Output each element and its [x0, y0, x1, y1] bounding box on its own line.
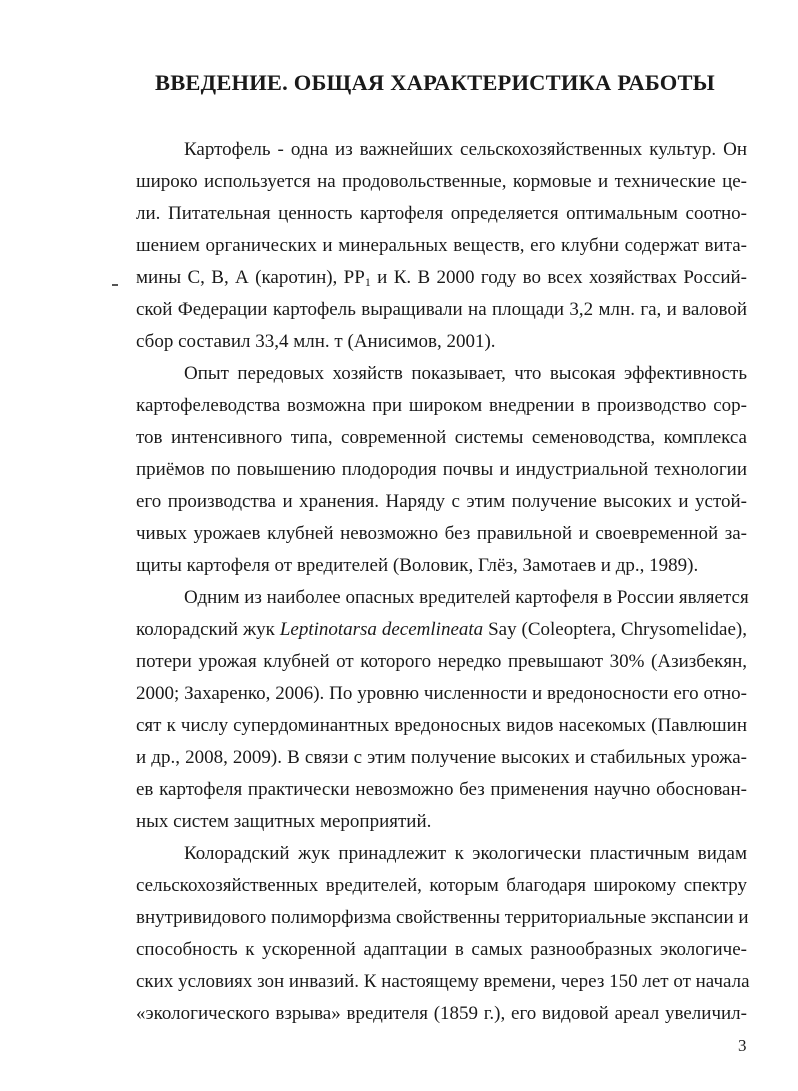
paragraph-line: 2000; Захаренко, 2006). По уровню численности и вредоносности его отно- [136, 683, 747, 704]
page-title: ВВЕДЕНИЕ. ОБЩАЯ ХАРАКТЕРИСТИКА РАБОТЫ [155, 70, 715, 95]
paragraph-line: сбор составил 33,4 млн. т (Анисимов, 2001). [136, 331, 496, 352]
paragraph-line: широко используется на продовольственные, кормовые и технические це- [136, 171, 747, 192]
paragraph-line: щиты картофеля от вредителей (Воловик, Глёз, Замотаев и др., 1989). [136, 555, 699, 576]
paragraph-line: мины С, В, А (каротин), $РР_1$ и К. В 2000 году во всех хозяйствах Россий- [136, 267, 747, 289]
paragraph-line: ли. Питательная ценность картофеля определяется оптимальным соотно- [136, 203, 747, 224]
margin-mark [112, 284, 118, 286]
paragraph-line: тов интенсивного типа, современной системы семеноводства, комплекса [136, 427, 747, 448]
paragraph-line: шением органических и минеральных веществ, его клубни содержат вита- [136, 235, 747, 256]
paragraph-line: Картофель - одна из важнейших сельскохозяйственных культур. Он [184, 139, 747, 160]
species-name: Leptinotarsa decemlineata [279, 619, 484, 640]
paragraph-line: потери урожая клубней от которого нередко превышают 30% (Азизбекян, [136, 651, 747, 672]
paragraph-line: «экологического взрыва» вредителя (1859 г.), его видовой ареал увеличил- [136, 1003, 747, 1024]
paragraph-line: Одним из наиболее опасных вредителей картофеля в России является [184, 587, 749, 608]
paragraph-line: внутривидового полиморфизма свойственны территориальные экспансии и [136, 907, 749, 928]
page-number: 3 [738, 1036, 747, 1055]
paragraph-line: Опыт передовых хозяйств показывает, что высокая эффективность [184, 363, 747, 384]
paragraph-line: ской Федерации картофель выращивали на площади 3,2 млн. га, и валовой [136, 299, 747, 320]
paragraph-line: колорадский жук Leptinotarsa decemlineata Say (Coleoptera, Chrysomelidae), [136, 619, 747, 640]
paragraph-line: сельскохозяйственных вредителей, которым благодаря широкому спектру [136, 875, 747, 896]
paragraph-line: его производства и хранения. Наряду с этим получение высоких и устой- [136, 491, 747, 512]
paragraph-line: сят к числу супердоминантных вредоносных видов насекомых (Павлюшин [136, 715, 747, 736]
paragraph-line: ных систем защитных мероприятий. [136, 811, 432, 832]
paragraph-line: приёмов по повышению плодородия почвы и индустриальной технологии [136, 459, 747, 480]
paragraph-line: картофелеводства возможна при широком внедрении в производство сор- [136, 395, 747, 416]
paragraph-line: способность к ускоренной адаптации в самых разнообразных экологиче- [136, 939, 747, 960]
paragraph-line: чивых урожаев клубней невозможно без правильной и своевременной за- [136, 523, 747, 544]
subscript: 1 [364, 275, 371, 289]
paragraph-line: Колорадский жук принадлежит к экологически пластичным видам [184, 843, 747, 864]
paragraph-line: ских условиях зон инвазий. К настоящему времени, через 150 лет от начала [136, 971, 750, 992]
paragraph-line: ев картофеля практически невозможно без применения научно обоснован- [136, 779, 747, 800]
paragraph-line: и др., 2008, 2009). В связи с этим получение высоких и стабильных урожа- [136, 747, 747, 768]
